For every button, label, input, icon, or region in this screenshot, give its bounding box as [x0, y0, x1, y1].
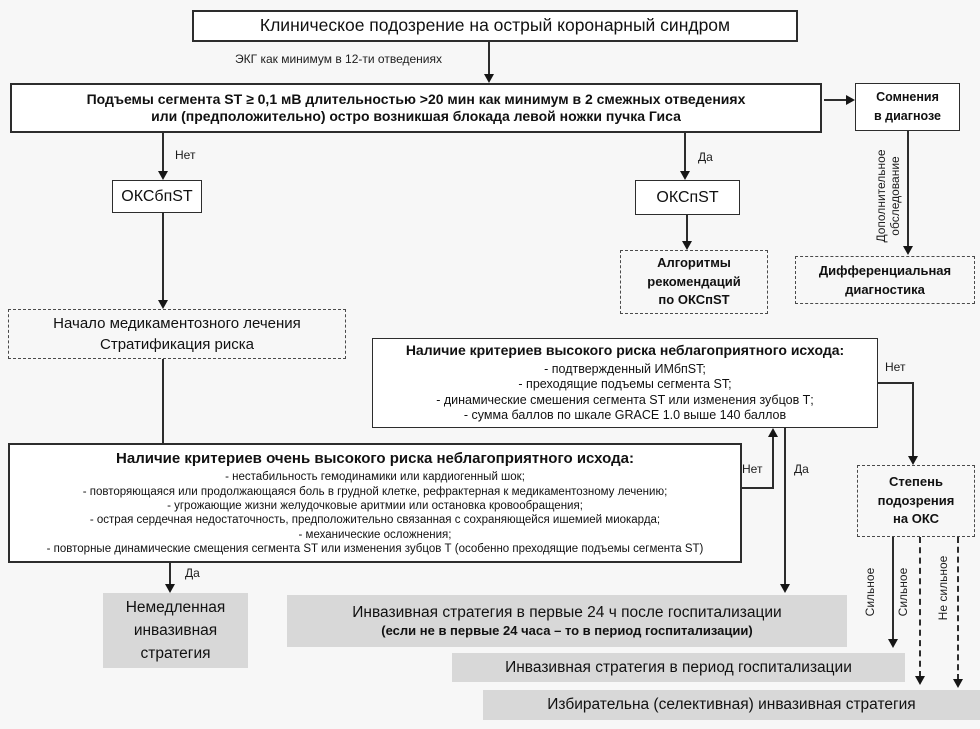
- connector-veryhigh-up: [772, 436, 774, 489]
- node-diagnosis-doubts: [855, 83, 960, 131]
- arrowhead-doubts-to-diff: [903, 246, 913, 255]
- node-invasive-24h: [287, 595, 847, 647]
- node-okspst-algorithms: [620, 250, 768, 314]
- node-suspicion-degree: [857, 465, 975, 537]
- node-invasive-24h-line1: Инвазивная стратегия в первые 24 ч после госпитализации: [352, 604, 782, 622]
- node-very-high-risk-item: - повторяющаяся или продолжающаяся боль в грудной клетке, рефрактерная к медикаментозному лечению;: [82, 485, 668, 498]
- node-diagnosis-doubts-line2: в диагнозе: [874, 109, 941, 123]
- connector-doubts-to-diff: [907, 131, 909, 248]
- node-start-treatment-line1: Начало медикаментозного лечения: [53, 315, 301, 332]
- node-okspst-algorithms-line2: рекомендаций: [647, 273, 741, 289]
- arrowhead-suspicion-dashed2: [953, 679, 963, 688]
- arrowhead-st-to-doubts: [846, 95, 855, 105]
- edge-label-additional-exam-line1: Дополнительное: [874, 149, 888, 243]
- node-clinical-suspicion: [192, 10, 798, 42]
- node-start-treatment-line2: Стратификация риска: [100, 336, 254, 353]
- node-very-high-risk-item: - нестабильность гемодинамики или кардиогенный шок;: [225, 471, 525, 484]
- node-immediate-invasive-line1: Немедленная: [125, 598, 226, 616]
- node-high-risk-criteria: [372, 338, 878, 428]
- arrowhead-veryhigh-to-immediate: [165, 584, 175, 593]
- edge-label-no-veryhigh: Нет: [742, 462, 763, 476]
- edge-label-additional-exam-line2: обследование: [888, 156, 902, 236]
- node-okspst-algorithms-line3: по ОКСпST: [658, 292, 730, 308]
- node-oksbpst-label: ОКСбпST: [121, 187, 193, 205]
- connector-oksbpst-to-start: [162, 213, 164, 302]
- node-high-risk-item: - сумма баллов по шкале GRACE 1.0 выше 140 баллов: [463, 408, 787, 423]
- node-selective-invasive-label: Избирательна (селективная) инвазивная стратегия: [547, 696, 916, 714]
- arrowhead-oksbpst-to-start: [158, 300, 168, 309]
- arrowhead-highrisk-to-suspicion: [908, 456, 918, 465]
- node-high-risk-item: - динамические смешения сегмента ST или изменения зубцов Т;: [436, 392, 814, 407]
- node-very-high-risk-item: - повторные динамические смещения сегмента ST или изменения зубцов Т (особенно преходящие подъемы сегмента ST): [46, 543, 704, 556]
- node-suspicion-degree-line2: подозрения: [877, 492, 955, 508]
- node-invasive-in-hospital-label: Инвазивная стратегия в период госпитализации: [505, 658, 852, 676]
- arrowhead-suspicion-to-inhospital: [888, 639, 898, 648]
- node-invasive-in-hospital: [452, 653, 905, 682]
- node-high-risk-title: Наличие критериев высокого риска неблагоприятного исхода:: [405, 342, 845, 358]
- node-differential-diagnosis: [795, 256, 975, 304]
- node-oksbpst: [112, 180, 202, 213]
- node-invasive-24h-line2: (если не в первые 24 часа – то в период госпитализации): [381, 622, 753, 638]
- node-start-treatment: [8, 309, 346, 359]
- node-st-criteria-line2: или (предположительно) остро возникшая блокада левой ножки пучка Гиса: [151, 108, 681, 124]
- node-selective-invasive: [483, 690, 980, 720]
- node-okspst: [635, 180, 740, 215]
- arrowhead-title-to-st: [484, 74, 494, 83]
- node-immediate-invasive-line3: стратегия: [140, 645, 211, 663]
- connector-suspicion-strong-solid: [892, 537, 894, 641]
- edge-label-ecg-note: ЭКГ как минимум в 12-ти отведениях: [235, 52, 442, 66]
- node-clinical-suspicion-label: Клиническое подозрение на острый коронарный синдром: [259, 15, 731, 36]
- edge-label-strong-2: Сильное: [896, 567, 910, 617]
- node-very-high-risk-criteria: [8, 443, 742, 563]
- connector-veryhigh-yes-down: [169, 563, 171, 586]
- node-differential-diagnosis-line1: Дифференциальная: [818, 262, 952, 278]
- node-okspst-algorithms-line1: Алгоритмы: [657, 254, 731, 270]
- node-st-criteria-line1: Подъемы сегмента ST ≥ 0,1 мВ длительностью >20 мин как минимум в 2 смежных отведениях: [86, 90, 746, 107]
- connector-highrisk-right: [878, 382, 914, 384]
- connector-st-to-doubts: [824, 99, 848, 101]
- arrowhead-highrisk-to-first24: [780, 584, 790, 593]
- connector-suspicion-notstrong-dashed: [957, 537, 959, 680]
- node-differential-diagnosis-line2: диагностика: [845, 282, 925, 297]
- node-okspst-label: ОКСпST: [656, 188, 719, 206]
- arrowhead-st-to-oksbpst: [158, 171, 168, 180]
- connector-start-to-veryhigh: [162, 359, 164, 443]
- node-immediate-invasive: [103, 593, 248, 668]
- arrowhead-suspicion-dashed1: [915, 676, 925, 685]
- arrowhead-veryhigh-to-highrisk: [768, 428, 778, 437]
- node-st-criteria: [10, 83, 822, 133]
- connector-okspst-to-algorithms: [686, 215, 688, 243]
- arrowhead-st-to-okspst: [680, 171, 690, 180]
- arrowhead-okspst-to-algorithms: [682, 241, 692, 250]
- connector-suspicion-strong-dashed: [919, 537, 921, 677]
- node-high-risk-item: - подтвержденный ИМбпST;: [544, 361, 706, 376]
- edge-label-no-highrisk: Нет: [885, 360, 906, 374]
- node-very-high-risk-item: - угрожающие жизни желудочковые аритмии или остановка кровообращения;: [167, 500, 583, 512]
- node-high-risk-item: - преходящие подъемы сегмента ST;: [518, 377, 732, 392]
- node-immediate-invasive-line2: инвазивная: [133, 621, 218, 639]
- edge-label-no-left: Нет: [175, 148, 196, 162]
- node-very-high-risk-item: - острая сердечная недостаточность, предположительно связанная с сохраняющейся ишемией миокарда;: [89, 514, 661, 527]
- connector-st-to-okspst: [684, 133, 686, 173]
- connector-st-to-oksbpst: [162, 133, 164, 173]
- edge-label-yes-right: Да: [698, 150, 713, 164]
- edge-label-not-strong: Не сильное: [936, 555, 950, 621]
- connector-veryhigh-right: [742, 487, 774, 489]
- node-suspicion-degree-line1: Степень: [889, 473, 943, 489]
- edge-label-yes-highrisk: Да: [794, 462, 809, 476]
- node-very-high-risk-title: Наличие критериев очень высокого риска неблагоприятного исхода:: [116, 449, 634, 467]
- edge-label-strong-1: Сильное: [863, 567, 877, 617]
- edge-label-additional-exam: [874, 134, 902, 258]
- connector-highrisk-down-to-suspicion: [912, 382, 914, 458]
- node-very-high-risk-item: - механические осложнения;: [298, 528, 452, 541]
- connector-highrisk-yes-down: [784, 428, 786, 586]
- edge-label-yes-veryhigh: Да: [185, 566, 200, 580]
- connector-title-to-st: [488, 42, 490, 76]
- node-suspicion-degree-line3: на ОКС: [893, 511, 939, 527]
- node-diagnosis-doubts-line1: Сомнения: [876, 89, 939, 104]
